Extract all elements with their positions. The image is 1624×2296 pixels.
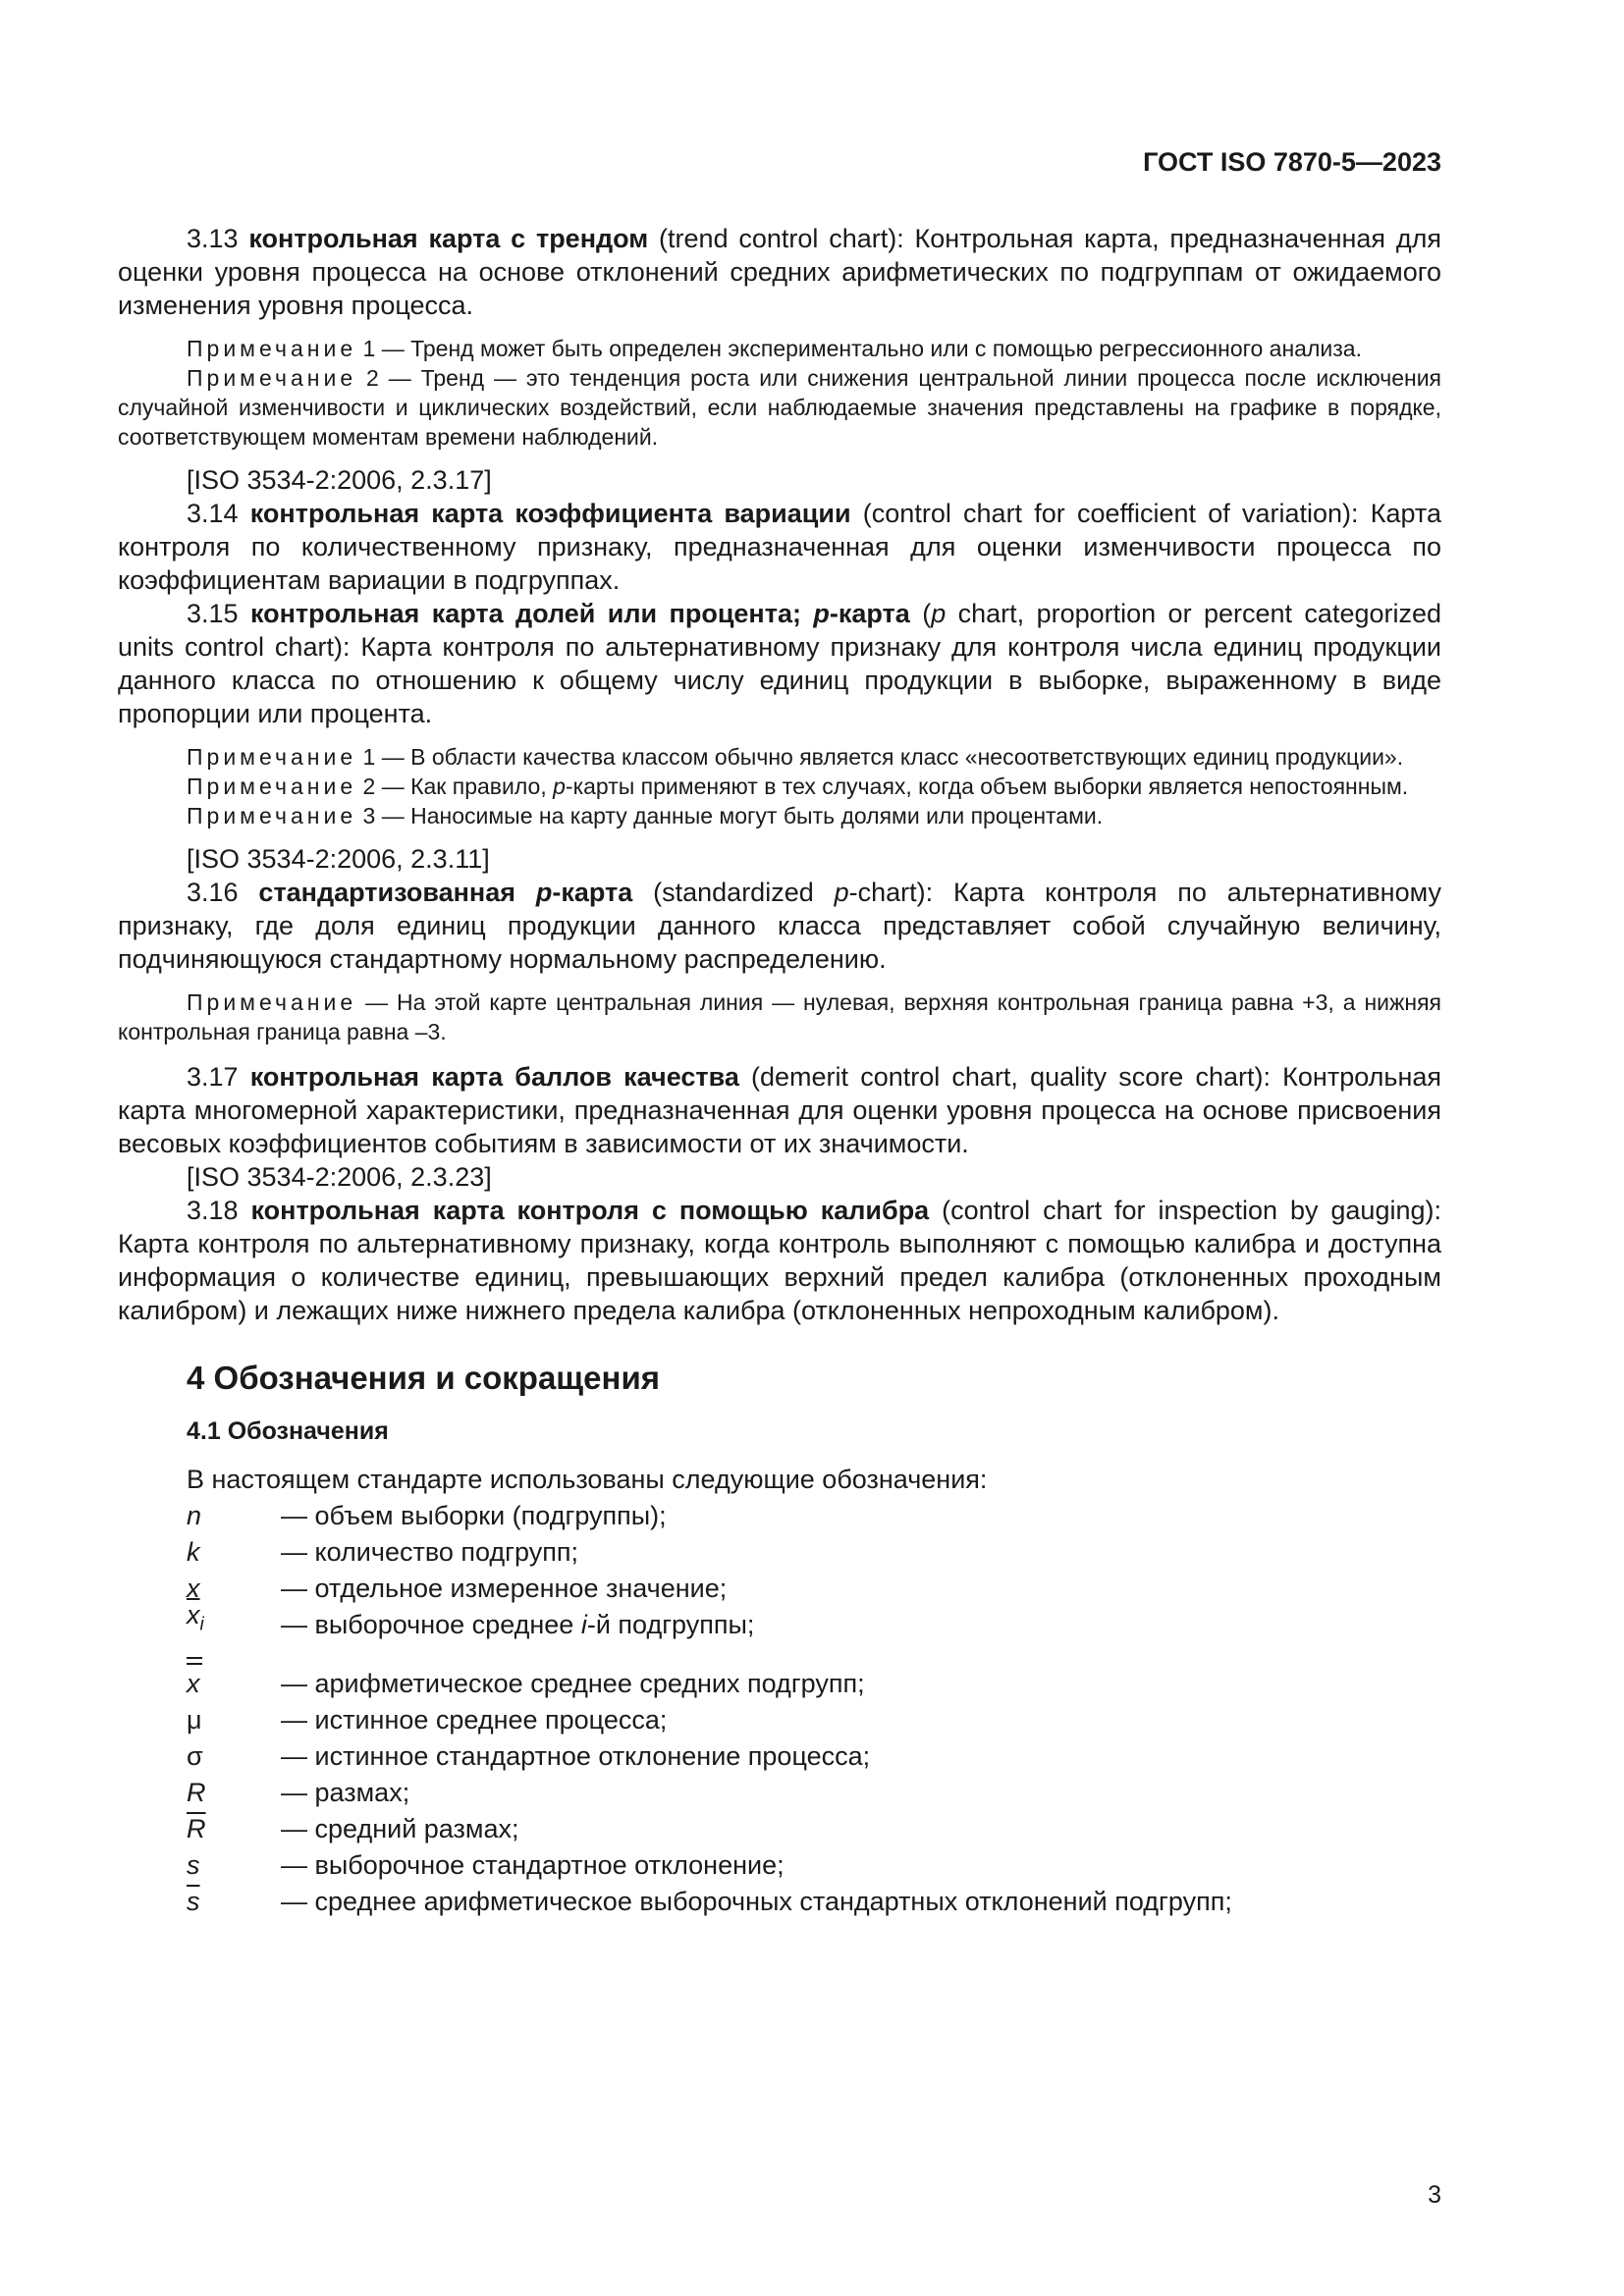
- page-number: 3: [1428, 2181, 1441, 2209]
- term-3-15: [118, 597, 1441, 730]
- symbol-base: $\overline{x}$: [187, 1599, 200, 1629]
- symbol: n: [187, 1501, 202, 1530]
- list-item: [118, 1882, 1441, 1918]
- term-name: контрольная карта контроля с помощью калибра: [250, 1196, 930, 1225]
- symbol: [118, 1812, 281, 1845]
- note-3-13-1: [118, 334, 1441, 363]
- symbol: [118, 1598, 281, 1641]
- symbol-double-bar: x: [187, 1669, 200, 1698]
- term-name-p: p: [813, 599, 830, 628]
- note-text: 1 — Тренд может быть определен экспериментально или с помощью регрессионного анализа.: [356, 336, 1362, 361]
- desc-italic: i: [580, 1610, 587, 1639]
- symbol-description: — среднее арифметическое выборочных стандартных отклонений подгрупп;: [281, 1887, 1232, 1916]
- symbol: k: [187, 1537, 200, 1567]
- symbol-description: — отдельное измеренное значение;: [281, 1574, 728, 1603]
- note-3-13-2: [118, 363, 1441, 452]
- symbol: [118, 1667, 281, 1700]
- term-number: 3.13: [187, 224, 249, 253]
- list-item: [118, 1641, 1441, 1700]
- list-item: [118, 1845, 1441, 1882]
- page-content: [118, 222, 1441, 1918]
- subsection-4-1-title: 4.1 Обозначения: [187, 1417, 389, 1445]
- term-number: 3.17: [187, 1062, 250, 1092]
- symbol-base: $\overline{R}$: [187, 1814, 206, 1843]
- term-number: 3.14: [187, 499, 250, 528]
- list-item: [118, 1496, 1441, 1532]
- note-label: Примечание: [187, 365, 357, 391]
- note-3-15-1: [118, 742, 1441, 772]
- list-item: [118, 1569, 1441, 1605]
- section-4-title: 4 Обозначения и сокращения: [187, 1360, 660, 1396]
- note-text: 2 — Тренд — это тенденция роста или снижения центральной линии процесса после исключения случайной изменчивости и циклических воздействий, если наблюдаемые значения представлены на графике в порядке, соответствующем моментам времени наблюдений.: [118, 365, 1441, 450]
- symbol: σ: [187, 1741, 203, 1771]
- term-number: 3.16: [187, 878, 259, 907]
- note-text: 2 — Как правило,: [356, 774, 554, 799]
- source-3-13: [ISO 3534-2:2006, 2.3.17]: [187, 465, 492, 495]
- note-label: Примечание: [187, 744, 357, 770]
- note-text: — На этой карте центральная линия — нулевая, верхняя контрольная граница равна +3, а нижняя контрольная граница равна –3.: [118, 989, 1441, 1044]
- term-definition: -chart): Карта контроля по альтернативному признаку, где доля единиц продукции данного класса представляет собой случайную величину, подчиняющуюся стандартному нормальному распределению.: [118, 878, 1441, 974]
- document-code: ГОСТ ISO 7870-5—2023: [1143, 147, 1441, 177]
- term-definition: (control chart for coefficient of variation): Карта контроля по количественному признаку, предназначенная для оценки изменчивости процесса по коэффициентам вариации в подгруппах.: [118, 499, 1441, 595]
- term-definition: (trend control chart): Контрольная карта, предназначенная для оценки уровня процесса на основе отклонений средних арифметических по подгруппам от ожидаемого изменения уровня процесса.: [118, 224, 1441, 320]
- term-name: контрольная карта долей или процента;: [249, 599, 814, 628]
- note-text: 1 — В области качества классом обычно является класс «несоответствующих единиц продукции».: [356, 744, 1404, 770]
- list-item: [118, 1809, 1441, 1845]
- term-3-13: [118, 222, 1441, 322]
- symbols-list: [118, 1496, 1441, 1918]
- symbol: μ: [187, 1705, 202, 1735]
- desc-part: — выборочное среднее: [281, 1610, 581, 1639]
- term-name: контрольная карта коэффициента вариации: [249, 499, 851, 528]
- term-3-18: [118, 1194, 1441, 1327]
- note-3-15-2: [118, 772, 1441, 801]
- term-number: 3.18: [187, 1196, 251, 1225]
- symbol-subscript: i: [199, 1614, 204, 1634]
- note-3-16: [118, 988, 1441, 1046]
- symbol-description: [281, 1608, 754, 1641]
- term-name: контрольная карта с трендом: [248, 224, 649, 253]
- list-item: [118, 1736, 1441, 1773]
- term-3-16: [118, 876, 1441, 976]
- symbol-description: — выборочное стандартное отклонение;: [281, 1850, 785, 1880]
- note-label: Примечание: [187, 774, 357, 799]
- symbol-base: $\overline{s}$: [187, 1887, 200, 1916]
- symbol: [118, 1885, 281, 1918]
- term-name-end: -карта: [829, 599, 910, 628]
- term-number: 3.15: [187, 599, 250, 628]
- term-name: контрольная карта баллов качества: [249, 1062, 739, 1092]
- term-3-14: [118, 497, 1441, 597]
- term-p-italic: p: [834, 878, 849, 907]
- note-label: Примечание: [187, 803, 357, 828]
- symbol-description: — истинное среднее процесса;: [281, 1705, 668, 1735]
- term-p-italic: p: [931, 599, 947, 628]
- term-name-p: p: [535, 878, 553, 907]
- source-3-15: [ISO 3534-2:2006, 2.3.11]: [187, 844, 490, 874]
- note-text-end: -карты применяют в тех случаях, когда объем выборки является непостоянным.: [565, 774, 1409, 799]
- desc-part: -й подгруппы;: [586, 1610, 755, 1639]
- list-item: [118, 1773, 1441, 1809]
- symbol-description: — арифметическое среднее средних подгрупп;: [281, 1669, 865, 1698]
- note-label: Примечание: [187, 336, 357, 361]
- note-p-italic: p: [553, 774, 566, 799]
- list-item: [118, 1599, 1441, 1641]
- term-3-17: [118, 1060, 1441, 1160]
- term-definition: (control chart for inspection by gauging): Карта контроля по альтернативному признаку, когда контроль выполняют с помощью калибра и доступна информация о количестве единиц, превышающих верхний предел калибра (отклоненных проходным калибром) и лежащих ниже нижнего предела калибра (отклоненных непроходным калибром).: [118, 1196, 1441, 1325]
- symbol-description: — истинное стандартное отклонение процесса;: [281, 1741, 871, 1771]
- symbol-description: — средний размах;: [281, 1814, 519, 1843]
- symbol: R: [187, 1778, 206, 1807]
- note-text: 3 — Наносимые на карту данные могут быть долями или процентами.: [356, 803, 1104, 828]
- symbol-description: — размах;: [281, 1778, 410, 1807]
- term-name-end: -карта: [552, 878, 633, 907]
- term-open: (: [909, 599, 932, 628]
- symbol: s: [187, 1850, 200, 1880]
- list-item: [118, 1532, 1441, 1569]
- source-3-17: [ISO 3534-2:2006, 2.3.23]: [187, 1162, 492, 1192]
- note-label: Примечание: [187, 989, 357, 1015]
- term-open: (standardized: [632, 878, 835, 907]
- symbols-intro: В настоящем стандарте использованы следующие обозначения:: [187, 1465, 988, 1494]
- list-item: [118, 1700, 1441, 1736]
- symbol-description: — количество подгрупп;: [281, 1537, 578, 1567]
- note-3-15-3: [118, 801, 1441, 830]
- term-definition: chart, proportion or percent categorized units control chart): Карта контроля по альтернативному признаку для контроля числа единиц продукции данного класса по отношению к общему числу единиц продукции в выборке, выраженному в виде пропорции или процента.: [118, 599, 1442, 728]
- symbol: x: [187, 1574, 200, 1603]
- term-definition: (demerit control chart, quality score chart): Контрольная карта многомерной характеристики, предназначенная для оценки уровня процесса на основе присвоения весовых коэффициентов событиям в зависимости от их значимости.: [118, 1062, 1441, 1158]
- term-name: стандартизованная: [258, 878, 536, 907]
- symbol-description: — объем выборки (подгруппы);: [281, 1501, 667, 1530]
